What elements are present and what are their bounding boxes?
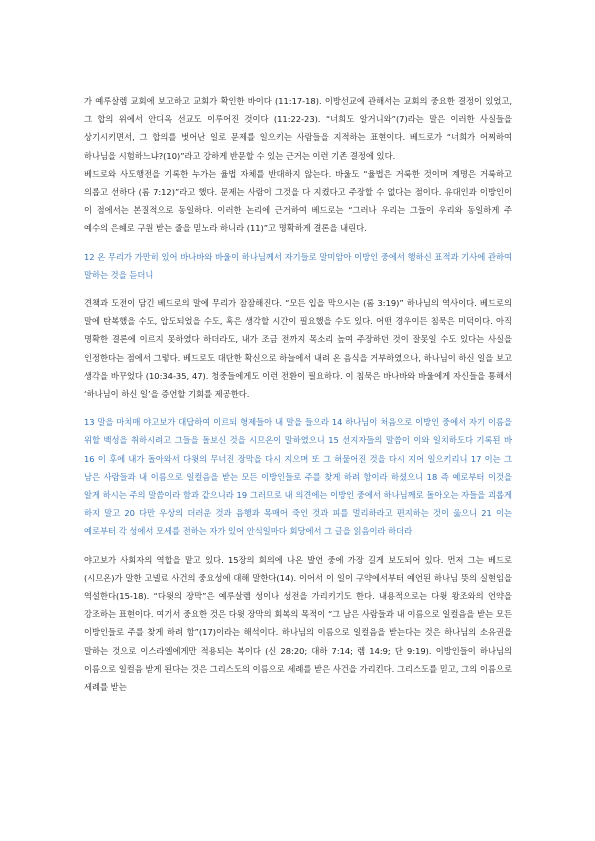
- spacer: [84, 284, 512, 294]
- commentary-paragraph-3: 견책과 도전이 담긴 베드로의 말에 무리가 잠잠해진다. “모든 입을 막으시는 (롬 3:19)” 하나님의 역사이다. 베드로의 말에 탄복했을 수도, 압도되었을 수도, 혹은 생각할 시간이 필요했을 수도 있다. 어떤 경우이든 침묵은 미덕이다. 아직 명확한 결론에 이르지 못하였다 하더라도, 내가 조금 전까지 목소리 높여 주장하던 것이 잘못일 수도 있다는 사실을 인정한다는 점에서 그렇다. 베드로도 대단한 확신으로 하늘에서 내려 온 음식을 거부하였으나, 하나님이 하신 일을 보고 생각을 바꾸었다 (10:34-35, 47). 청중들에게도 이런 전환이 필요하다. 이 침묵은 바나바와 바울에게 자신들을 통해서 ‘하나님이 하신 일’을 증언할 기회를 제공한다.: [84, 298, 512, 400]
- commentary-paragraph-2: 베드로와 사도행전을 기록한 누가는 율법 자체를 반대하지 않는다. 바울도 “율법은 거룩한 것이며 계명은 거룩하고 의롭고 선하다 (롬 7:12)”라고 했다. 문제는 사람이 그것을 다 지켰다고 주장할 수 없다는 점이다. 유대인과 이방인이 이 점에서는 본질적으로 동일하다. 이러한 논리에 근거하여 베드로는 “그러나 우리는 그들이 우리와 동일하게 주 예수의 은혜로 구원 받는 줄을 믿노라 하니라 (11)”고 명확하게 결론을 내린다.: [84, 168, 512, 234]
- commentary-paragraph-1: 가 예루살렘 교회에 보고하고 교회가 확인한 바이다 (11:17-18). 이방선교에 관해서는 교회의 중요한 결정이 있었고, 그 합의 위에서 안디옥 선교도 이루어진 것이다 (11:22-23). “너희도 알거니와”(7)라는 말은 이러한 사실들을 상기시키면서, 그 합의를 벗어난 일로 문제를 일으키는 사람들을 지적하는 표현이다. 베드로가 “너희가 어찌하여 하나님을 시험하느냐?(10)”라고 강하게 반문할 수 있는 근거는 이런 기존 결정에 있다.: [84, 96, 512, 161]
- spacer: [84, 403, 512, 413]
- spacer: [84, 541, 512, 551]
- scripture-passage-verses-13-21: 13 말을 마치매 야고보가 대답하여 이르되 형제들아 내 말을 들으라 14 하나님이 처음으로 이방인 중에서 자기 이름을 위할 백성을 취하시려고 그들을 돌보신 것을 시므온이 말하였으니 15 선지자들의 말씀이 이와 일치하도다 기록된 바 16 이 후에 내가 돌아와서 다윗의 무너진 장막을 다시 지으며 또 그 허물어진 것을 다시 지어 일으키리니 17 이는 그 남은 사람들과 내 이름으로 일컬음을 받는 모든 이방인들로 주를 찾게 하려 함이라 하셨으니 18 즉 예로부터 이것을 알게 하시는 주의 말씀이라 함과 같으니라 19 그러므로 내 의견에는 이방인 중에서 하나님께로 돌아오는 자들을 괴롭게 하지 말고 20 다만 우상의 더러운 것과 음행과 목매어 죽인 것과 피를 멀리하라고 편지하는 것이 옳으니 21 이는 예로부터 각 성에서 모세를 전하는 자가 있어 안식일마다 회당에서 그 글을 읽음이라 하더라: [84, 417, 512, 537]
- spacer: [84, 238, 512, 248]
- commentary-paragraph-4: 야고보가 사회자의 역할을 맡고 있다. 15장의 회의에 나온 발언 중에 가장 길게 보도되어 있다. 먼저 그는 베드로(시므온)가 말한 고넬료 사건의 중요성에 대해 말한다(14). 이어서 이 일이 구약에서부터 예언된 하나님 뜻의 실현임을 역설한다(15-18). “다윗의 장막”은 예루살렘 성이나 성전을 가리키기도 한다. 내용적으로는 다윗 왕조와의 언약을 강조하는 표현이다. 여기서 중요한 것은 다윗 장막의 회복의 목적이 “그 남은 사람들과 내 이름으로 일컬음을 받는 모든 이방인들로 주를 찾게 하려 함”(17)이라는 해석이다. 하나님의 이름으로 일컬음을 받는다는 것은 하나님의 소유권을 말하는 것으로 이스라엘에게만 적용되는 복이다 (신 28:20; 대하 7:14; 렘 14:9; 단 9:19). 이방인들이 하나님의 이름으로 일컬음 받게 된다는 것은 그리스도의 이름으로 세례를 받은 사건을 가리킨다. 그리스도를 믿고, 그의 이름으로 세례를 받는: [84, 554, 512, 693]
- document-page: [84, 92, 512, 696]
- scripture-passage-verse-12: 12 온 무리가 가만히 있어 바나바와 바울이 하나님께서 자기들로 말미암아 이방인 중에서 행하신 표적과 기사에 관하여 말하는 것을 듣더니: [84, 251, 512, 280]
